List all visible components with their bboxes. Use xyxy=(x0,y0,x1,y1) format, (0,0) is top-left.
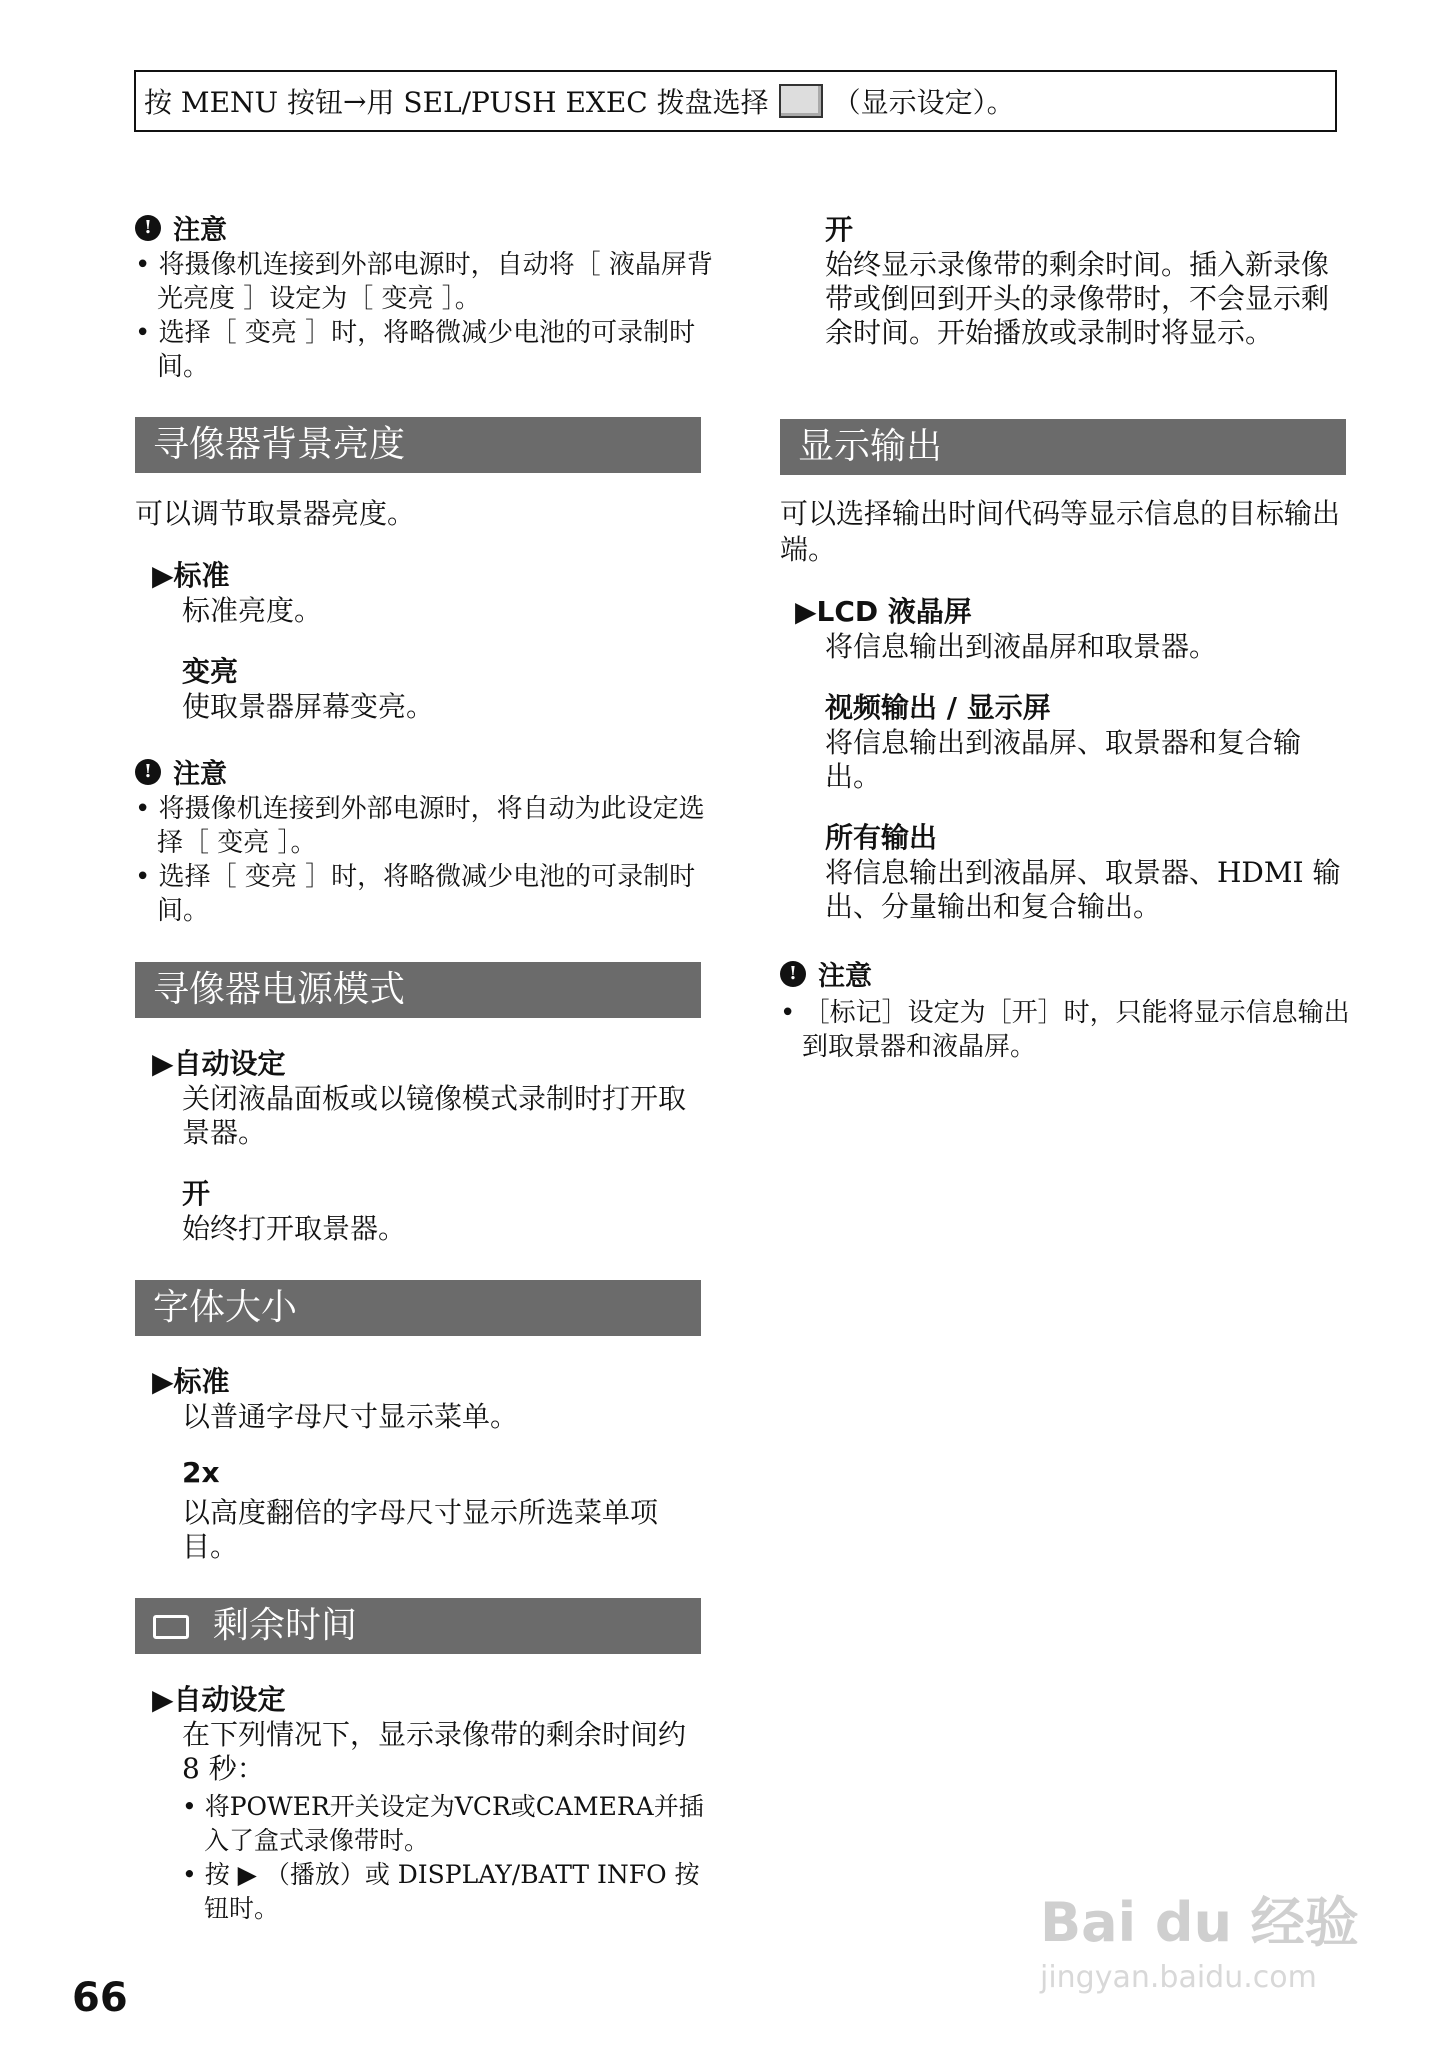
instruction-text-3: （显示设定）。 xyxy=(832,86,1015,119)
option-desc: 将信息输出到液晶屏、取景器、HDMI 输出、分量输出和复合输出。 xyxy=(825,856,1341,923)
option-desc: 在下列情况下，显示录像带的剩余时间约 8 秒： xyxy=(182,1718,687,1785)
tape-icon xyxy=(153,1615,189,1639)
section-title: 剩余时间 xyxy=(135,1598,701,1654)
arrow-icon: → xyxy=(343,84,367,118)
section-title: 显示输出 xyxy=(780,419,1346,475)
note-heading: ! 注意 xyxy=(135,208,227,247)
option-label: ▶自动设定 xyxy=(152,1047,286,1080)
option-desc: 将信息输出到液晶屏和取景器。 xyxy=(825,630,1218,663)
option-label: 变亮 xyxy=(182,655,239,688)
option-label: ▶自动设定 xyxy=(152,1683,286,1716)
instruction-text-1: 按 MENU 按钮 xyxy=(144,86,344,119)
sub-bullet: • 按 ▶ （播放）或 DISPLAY/BATT INFO 按钮时。 xyxy=(182,1860,700,1923)
watermark-logo: Bai du 经验 xyxy=(1040,1891,1359,1954)
option-label: ▶标准 xyxy=(152,559,230,592)
note-bullet: • ［标记］设定为［开］时，只能将显示信息输出到取景器和液晶屏。 xyxy=(780,998,1350,1062)
option-label: ▶标准 xyxy=(152,1365,230,1398)
note-bullet: • 选择［ 变亮 ］时，将略微减少电池的可录制时间。 xyxy=(135,318,696,382)
caution-icon: ! xyxy=(135,759,161,785)
watermark-url: jingyan.baidu.com xyxy=(1040,1960,1317,1995)
instruction-text-2: 用 SEL/PUSH EXEC 拨盘选择 xyxy=(366,86,769,119)
section-title: 寻像器背景亮度 xyxy=(135,417,701,473)
note-bullet: • 将摄像机连接到外部电源时，自动将［ 液晶屏背光亮度 ］设定为［ 变亮 ］。 xyxy=(135,250,713,314)
option-label: 2x xyxy=(182,1456,220,1489)
note-heading: ! 注意 xyxy=(135,752,227,791)
option-label: 开 xyxy=(825,213,854,246)
option-label: 开 xyxy=(182,1177,211,1210)
sub-bullet: • 将POWER开关设定为VCR或CAMERA并插入了盒式录像带时。 xyxy=(182,1792,704,1855)
instruction-box xyxy=(134,70,1337,132)
option-label: ▶LCD 液晶屏 xyxy=(795,595,972,628)
option-desc: 始终打开取景器。 xyxy=(182,1212,407,1245)
option-desc: 关闭液晶面板或以镜像模式录制时打开取景器。 xyxy=(182,1082,687,1149)
option-label: 所有输出 xyxy=(825,821,938,854)
caution-icon: ! xyxy=(780,961,806,987)
page-number: 66 xyxy=(72,1975,128,2021)
option-desc: 以高度翻倍的字母尺寸显示所选菜单项目。 xyxy=(182,1496,659,1563)
option-desc: 以普通字母尺寸显示菜单。 xyxy=(182,1400,519,1433)
option-label: 视频输出 / 显示屏 xyxy=(825,691,1051,724)
option-desc: 使取景器屏幕变亮。 xyxy=(182,690,435,723)
option-desc: 始终显示录像带的剩余时间。插入新录像带或倒回到开头的录像带时，不会显示剩余时间。开始播放或录制时将显示。 xyxy=(825,248,1330,349)
caution-icon: ! xyxy=(135,215,161,241)
section-title: 寻像器电源模式 xyxy=(135,962,701,1018)
section-intro: 可以调节取景器亮度。 xyxy=(135,497,416,530)
option-desc: 标准亮度。 xyxy=(182,594,323,627)
section-intro: 可以选择输出时间代码等显示信息的目标输出端。 xyxy=(780,497,1341,566)
note-bullet: • 将摄像机连接到外部电源时，将自动为此设定选择［ 变亮 ］。 xyxy=(135,794,705,858)
note-bullet: • 选择［ 变亮 ］时，将略微减少电池的可录制时间。 xyxy=(135,862,696,926)
display-settings-icon xyxy=(779,84,823,118)
option-desc: 将信息输出到液晶屏、取景器和复合输出。 xyxy=(825,726,1302,793)
section-title: 字体大小 xyxy=(135,1280,701,1336)
note-heading: ! 注意 xyxy=(780,954,872,993)
